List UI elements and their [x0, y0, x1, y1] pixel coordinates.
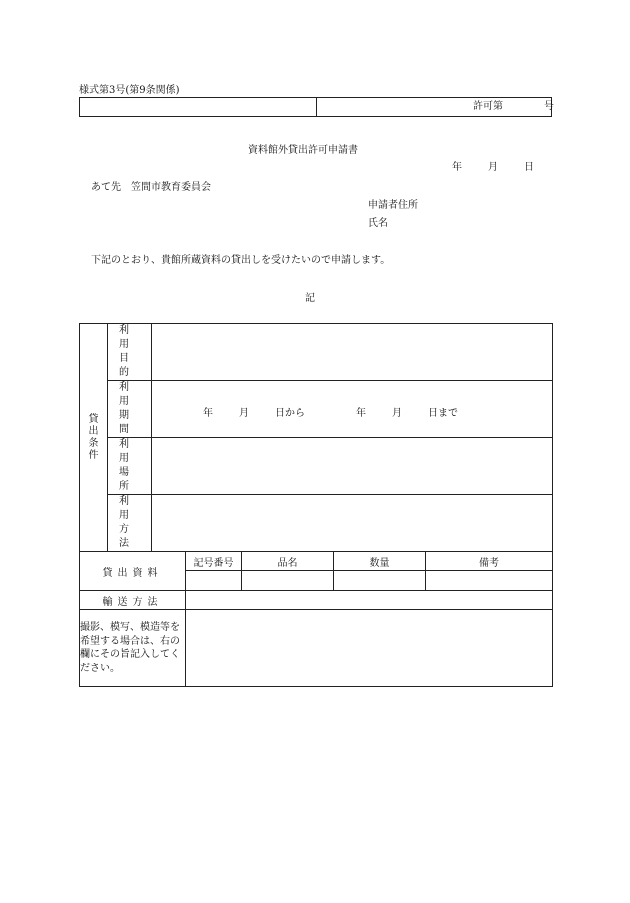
period-field[interactable]: 年 月 日から 年 月 日まで: [152, 381, 553, 438]
permit-number-box: [79, 97, 552, 117]
permit-label: 許可第: [473, 101, 503, 112]
loan-conditions-group-label: 貸 出 条 件: [80, 324, 108, 552]
materials-label: 貸出資料: [80, 552, 186, 591]
photo-request-field[interactable]: [186, 610, 553, 687]
col-item-number: 記号番号: [186, 552, 242, 571]
applicant-address-label: 申請者住所: [368, 200, 418, 211]
purpose-label: 利 用 目 的: [108, 324, 152, 381]
item-number-cell[interactable]: [186, 571, 242, 591]
addressee: あて先 笠間市教育委員会: [91, 182, 211, 193]
transport-field[interactable]: [186, 591, 553, 610]
permit-number-suffix: 号: [544, 101, 554, 112]
date-day: 日: [524, 162, 534, 173]
transport-label: 輸送方法: [80, 591, 186, 610]
quantity-cell[interactable]: [334, 571, 426, 591]
loan-conditions-table: [79, 323, 553, 687]
permit-number-field[interactable]: [396, 98, 554, 116]
photo-request-note: 撮影、模写、模造等を希望する場合は、右の欄にその旨記入してください。: [80, 610, 186, 687]
place-label: 利 用 場 所: [108, 438, 152, 495]
col-remarks: 備考: [426, 552, 553, 571]
method-label: 利 用 方 法: [108, 495, 152, 552]
place-field[interactable]: [152, 438, 553, 495]
purpose-field[interactable]: [152, 324, 553, 381]
remarks-cell[interactable]: [426, 571, 553, 591]
period-label: 利 用 期 間: [108, 381, 152, 438]
applicant-name-label: 氏名: [368, 218, 388, 229]
form-number: 様式第3号(第9条関係): [79, 85, 180, 96]
method-field[interactable]: [152, 495, 553, 552]
ki-heading: 記: [305, 293, 315, 304]
col-quantity: 数量: [334, 552, 426, 571]
date-month: 月: [488, 162, 498, 173]
document-title: 資料館外貸出許可申請書: [248, 145, 358, 156]
item-name-cell[interactable]: [242, 571, 334, 591]
col-item-name: 品名: [242, 552, 334, 571]
request-statement: 下記のとおり、貴館所蔵資料の貸出しを受けたいので申請します。: [91, 255, 391, 266]
date-year: 年: [452, 162, 462, 173]
permit-box-divider: [316, 98, 317, 116]
